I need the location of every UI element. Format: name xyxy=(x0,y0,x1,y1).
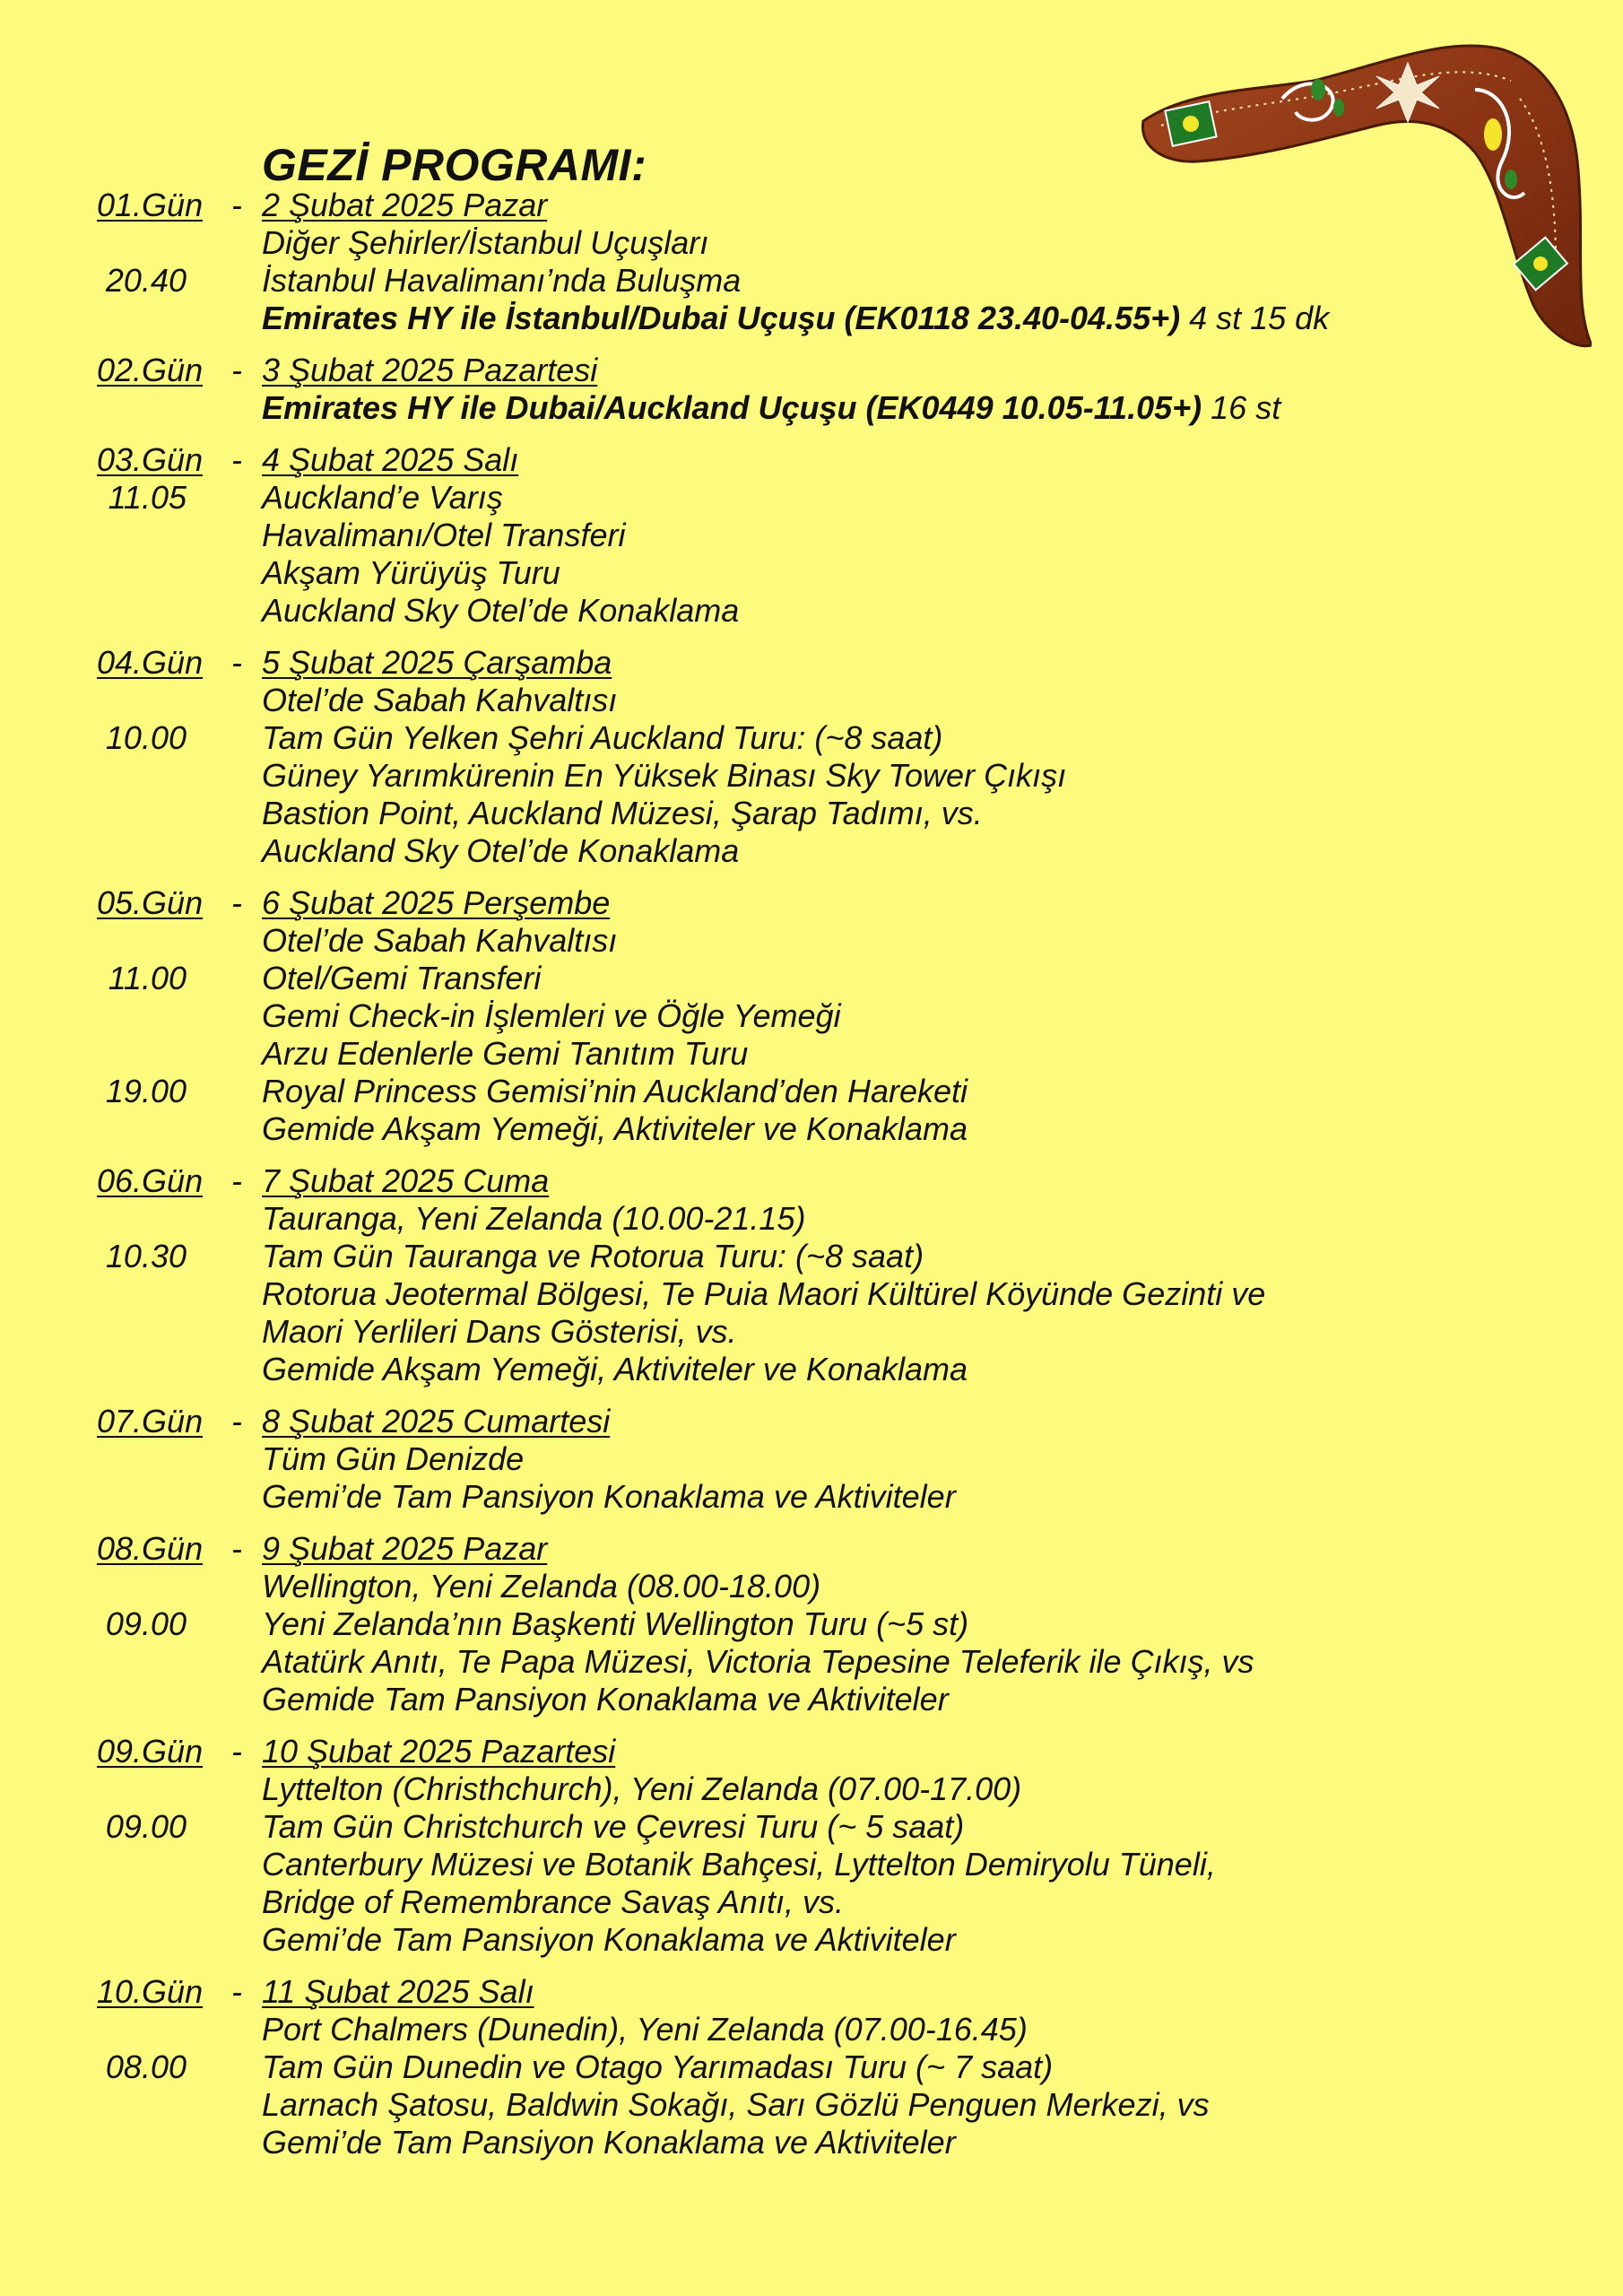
itinerary-line xyxy=(0,1200,1623,1238)
day-header xyxy=(0,441,1623,479)
day-number-cell xyxy=(0,884,242,922)
line-text-cell xyxy=(224,832,1623,870)
day-date-cell xyxy=(224,1162,1623,1200)
itinerary-line xyxy=(0,262,1623,300)
day-date-cell xyxy=(224,644,1623,682)
itinerary-line xyxy=(0,1605,1623,1643)
itinerary-line xyxy=(0,1073,1623,1110)
day-number-cell xyxy=(0,1733,242,1770)
line-text: Gemi Check-in İşlemleri ve Öğle Yemeği xyxy=(262,997,841,1034)
line-text: Tam Gün Christchurch ve Çevresi Turu (~ 5 saat) xyxy=(262,1808,965,1845)
line-text: Auckland Sky Otel’de Konaklama xyxy=(262,832,740,869)
line-text-cell xyxy=(224,1238,1623,1275)
day-date-cell xyxy=(224,352,1623,389)
day-block xyxy=(0,1973,1623,2161)
day-number-cell xyxy=(0,1162,242,1200)
day-date: 2 Şubat 2025 Pazar xyxy=(262,187,548,223)
itinerary-line xyxy=(0,1681,1623,1718)
itinerary-line xyxy=(0,2086,1623,2124)
line-text: Havalimanı/Otel Transferi xyxy=(262,517,626,553)
day-label: 02.Gün xyxy=(97,352,204,388)
line-text-cell xyxy=(224,757,1623,795)
itinerary-line xyxy=(0,922,1623,960)
line-text: Yeni Zelanda’nın Başkenti Wellington Turu (~5 st) xyxy=(262,1605,969,1642)
day-date: 3 Şubat 2025 Pazartesi xyxy=(262,352,598,388)
day-number-cell xyxy=(0,1530,242,1568)
itinerary-line xyxy=(0,795,1623,832)
line-text-cell xyxy=(224,389,1623,427)
itinerary-line xyxy=(0,1440,1623,1478)
line-text: Arzu Edenlerle Gemi Tanıtım Turu xyxy=(262,1035,749,1072)
day-separator: - xyxy=(231,644,242,681)
line-text-cell xyxy=(224,300,1623,337)
day-number-cell xyxy=(0,441,242,479)
line-text-cell xyxy=(224,1770,1623,1808)
itinerary-line xyxy=(0,224,1623,262)
itinerary-line xyxy=(0,1643,1623,1681)
itinerary-line xyxy=(0,389,1623,427)
day-date-cell xyxy=(224,1530,1623,1568)
line-text-cell xyxy=(224,1110,1623,1148)
line-text: Gemide Tam Pansiyon Konaklama ve Aktiviteler xyxy=(262,1681,949,1718)
line-text: Lyttelton (Christhchurch), Yeni Zelanda (07.00-17.00) xyxy=(262,1770,1022,1807)
day-date: 6 Şubat 2025 Perşembe xyxy=(262,884,611,921)
itinerary-line xyxy=(0,1478,1623,1516)
itinerary-line xyxy=(0,479,1623,517)
line-text-cell xyxy=(224,1035,1623,1073)
line-text-cell xyxy=(224,1643,1623,1681)
itinerary-line xyxy=(0,1238,1623,1275)
day-header xyxy=(0,1973,1623,2011)
day-separator: - xyxy=(231,441,242,478)
day-label: 07.Gün xyxy=(97,1403,204,1439)
itinerary-line xyxy=(0,719,1623,757)
line-text-cell xyxy=(224,1921,1623,1959)
itinerary-line xyxy=(0,832,1623,870)
day-date-cell xyxy=(224,187,1623,224)
day-header xyxy=(0,1162,1623,1200)
itinerary-line xyxy=(0,1568,1623,1605)
day-label: 10.Gün xyxy=(97,1973,204,2010)
day-separator: - xyxy=(231,1530,242,1567)
day-header xyxy=(0,1733,1623,1770)
day-separator: - xyxy=(231,1162,242,1199)
day-date: 5 Şubat 2025 Çarşamba xyxy=(262,644,612,681)
day-block xyxy=(0,1162,1623,1388)
line-text: Akşam Yürüyüş Turu xyxy=(262,554,560,591)
line-text: Tam Gün Yelken Şehri Auckland Turu: (~8 saat) xyxy=(262,719,943,756)
day-block xyxy=(0,187,1623,337)
line-text-cell xyxy=(224,1073,1623,1110)
day-block xyxy=(0,884,1623,1148)
day-number-cell xyxy=(0,352,242,389)
day-date: 7 Şubat 2025 Cuma xyxy=(262,1162,550,1199)
flight-info: Emirates HY ile Dubai/Auckland Uçuşu (EK0449 10.05-11.05+) xyxy=(262,389,1202,426)
itinerary-line xyxy=(0,757,1623,795)
day-header xyxy=(0,1530,1623,1568)
itinerary-line xyxy=(0,1110,1623,1148)
itinerary-line xyxy=(0,517,1623,554)
day-separator: - xyxy=(231,187,242,223)
day-label: 09.Gün xyxy=(97,1733,204,1770)
day-date: 4 Şubat 2025 Salı xyxy=(262,441,519,478)
day-separator: - xyxy=(231,352,242,388)
day-number-cell xyxy=(0,1973,242,2011)
line-time: 19.00 xyxy=(105,1073,187,1109)
day-block xyxy=(0,1733,1623,1959)
day-label: 06.Gün xyxy=(97,1162,204,1199)
itinerary-line xyxy=(0,960,1623,997)
day-date-cell xyxy=(224,1973,1623,2011)
day-block xyxy=(0,644,1623,870)
day-block xyxy=(0,1530,1623,1718)
itinerary-line xyxy=(0,997,1623,1035)
line-text-cell xyxy=(224,1808,1623,1846)
itinerary-line xyxy=(0,1313,1623,1351)
line-text-cell xyxy=(224,1351,1623,1388)
line-time: 10.00 xyxy=(105,719,187,756)
line-text-cell xyxy=(224,554,1623,592)
line-text: Auckland Sky Otel’de Konaklama xyxy=(262,592,740,629)
day-date-cell xyxy=(224,1733,1623,1770)
line-text-cell xyxy=(224,224,1623,262)
day-date: 10 Şubat 2025 Pazartesi xyxy=(262,1733,616,1770)
itinerary-line xyxy=(0,2011,1623,2048)
line-text: Royal Princess Gemisi’nin Auckland’den Hareketi xyxy=(262,1073,968,1109)
day-header xyxy=(0,352,1623,389)
itinerary-line xyxy=(0,1770,1623,1808)
itinerary-line xyxy=(0,1846,1623,1883)
line-text: Tam Gün Dunedin ve Otago Yarımadası Turu (~ 7 saat) xyxy=(262,2048,1054,2085)
day-label: 04.Gün xyxy=(97,644,204,681)
line-text: Auckland’e Varış xyxy=(262,479,503,516)
itinerary xyxy=(0,187,1623,2176)
line-text: Diğer Şehirler/İstanbul Uçuşları xyxy=(262,224,709,261)
line-text: Canterbury Müzesi ve Botanik Bahçesi, Lyttelton Demiryolu Tüneli, xyxy=(262,1846,1216,1883)
itinerary-line xyxy=(0,1883,1623,1921)
line-time: 08.00 xyxy=(105,2048,187,2085)
line-text-cell xyxy=(224,795,1623,832)
line-text: 16 st xyxy=(1202,389,1281,426)
itinerary-line xyxy=(0,1351,1623,1388)
day-block xyxy=(0,352,1623,427)
line-text: Bridge of Remembrance Savaş Anıtı, vs. xyxy=(262,1883,844,1920)
day-number-cell xyxy=(0,1403,242,1440)
itinerary-line xyxy=(0,1035,1623,1073)
line-text-cell xyxy=(224,1478,1623,1516)
line-text-cell xyxy=(224,262,1623,300)
day-separator: - xyxy=(231,884,242,921)
line-text: Atatürk Anıtı, Te Papa Müzesi, Victoria Tepesine Teleferik ile Çıkış, vs xyxy=(262,1643,1254,1680)
day-date: 8 Şubat 2025 Cumartesi xyxy=(262,1403,611,1439)
line-text: Otel’de Sabah Kahvaltısı xyxy=(262,922,618,959)
line-text-cell xyxy=(224,1313,1623,1351)
day-separator: - xyxy=(231,1973,242,2010)
line-text: Gemi’de Tam Pansiyon Konaklama ve Aktiviteler xyxy=(262,1921,956,1958)
line-text: Gemide Akşam Yemeği, Aktiviteler ve Konaklama xyxy=(262,1351,968,1387)
line-text-cell xyxy=(224,2011,1623,2048)
day-label: 03.Gün xyxy=(97,441,204,478)
line-text: Tam Gün Tauranga ve Rotorua Turu: (~8 saat) xyxy=(262,1238,924,1274)
day-block xyxy=(0,1403,1623,1516)
line-text: İstanbul Havalimanı’nda Buluşma xyxy=(262,262,742,299)
line-text-cell xyxy=(224,1605,1623,1643)
line-text: Larnach Şatosu, Baldwin Sokağı, Sarı Gözlü Penguen Merkezi, vs xyxy=(262,2086,1210,2123)
line-text-cell xyxy=(224,719,1623,757)
line-text-cell xyxy=(224,1568,1623,1605)
line-text-cell xyxy=(224,1846,1623,1883)
line-text: Maori Yerlileri Dans Gösterisi, vs. xyxy=(262,1313,737,1350)
day-date: 11 Şubat 2025 Salı xyxy=(262,1973,534,2010)
itinerary-line xyxy=(0,1275,1623,1313)
itinerary-line xyxy=(0,300,1623,337)
line-text: Rotorua Jeotermal Bölgesi, Te Puia Maori Kültürel Köyünde Gezinti ve xyxy=(262,1275,1266,1312)
line-text-cell xyxy=(224,2048,1623,2086)
line-text-cell xyxy=(224,997,1623,1035)
day-separator: - xyxy=(231,1403,242,1439)
page-title: GEZİ PROGRAMI: xyxy=(262,140,647,190)
line-text: Gemi’de Tam Pansiyon Konaklama ve Aktiviteler xyxy=(262,2124,956,2161)
line-text-cell xyxy=(224,960,1623,997)
day-number-cell xyxy=(0,644,242,682)
line-text: Tauranga, Yeni Zelanda (10.00-21.15) xyxy=(262,1200,806,1237)
itinerary-line xyxy=(0,682,1623,719)
day-date-cell xyxy=(224,884,1623,922)
day-header xyxy=(0,644,1623,682)
line-text-cell xyxy=(224,1200,1623,1238)
line-text-cell xyxy=(224,479,1623,517)
day-label: 01.Gün xyxy=(97,187,204,223)
line-time: 10.30 xyxy=(105,1238,187,1274)
line-text-cell xyxy=(224,1883,1623,1921)
itinerary-line xyxy=(0,592,1623,630)
day-date: 9 Şubat 2025 Pazar xyxy=(262,1530,548,1567)
line-text-cell xyxy=(224,2086,1623,2124)
day-header xyxy=(0,187,1623,224)
line-text-cell xyxy=(224,2124,1623,2161)
line-time: 20.40 xyxy=(105,262,187,299)
line-time: 09.00 xyxy=(105,1808,187,1845)
line-text-cell xyxy=(224,922,1623,960)
line-text: Port Chalmers (Dunedin), Yeni Zelanda (07.00-16.45) xyxy=(262,2011,1028,2048)
day-header xyxy=(0,1403,1623,1440)
itinerary-line xyxy=(0,1808,1623,1846)
line-time: 11.05 xyxy=(108,479,187,516)
line-text: 4 st 15 dk xyxy=(1180,300,1330,336)
line-text: Gemide Akşam Yemeği, Aktiviteler ve Konaklama xyxy=(262,1110,968,1147)
itinerary-line xyxy=(0,2048,1623,2086)
line-text-cell xyxy=(224,592,1623,630)
flight-info: Emirates HY ile İstanbul/Dubai Uçuşu (EK0118 23.40-04.55+) xyxy=(262,300,1181,336)
day-date-cell xyxy=(224,441,1623,479)
line-text: Otel/Gemi Transferi xyxy=(262,960,542,996)
line-text-cell xyxy=(224,1440,1623,1478)
line-text-cell xyxy=(224,1275,1623,1313)
itinerary-line xyxy=(0,1921,1623,1959)
itinerary-line xyxy=(0,554,1623,592)
line-text-cell xyxy=(224,517,1623,554)
day-number-cell xyxy=(0,187,242,224)
line-text: Güney Yarımkürenin En Yüksek Binası Sky Tower Çıkışı xyxy=(262,757,1067,794)
itinerary-line xyxy=(0,2124,1623,2161)
day-separator: - xyxy=(231,1733,242,1770)
line-text: Otel’de Sabah Kahvaltısı xyxy=(262,682,618,718)
day-block xyxy=(0,441,1623,630)
line-text: Tüm Gün Denizde xyxy=(262,1440,525,1477)
day-header xyxy=(0,884,1623,922)
line-time: 09.00 xyxy=(105,1605,187,1642)
day-date-cell xyxy=(224,1403,1623,1440)
line-text: Bastion Point, Auckland Müzesi, Şarap Tadımı, vs. xyxy=(262,795,983,831)
line-time: 11.00 xyxy=(108,960,187,996)
day-label: 08.Gün xyxy=(97,1530,204,1567)
line-text: Wellington, Yeni Zelanda (08.00-18.00) xyxy=(262,1568,821,1605)
day-label: 05.Gün xyxy=(97,884,204,921)
line-text-cell xyxy=(224,682,1623,719)
line-text-cell xyxy=(224,1681,1623,1718)
line-text: Gemi’de Tam Pansiyon Konaklama ve Aktiviteler xyxy=(262,1478,956,1515)
